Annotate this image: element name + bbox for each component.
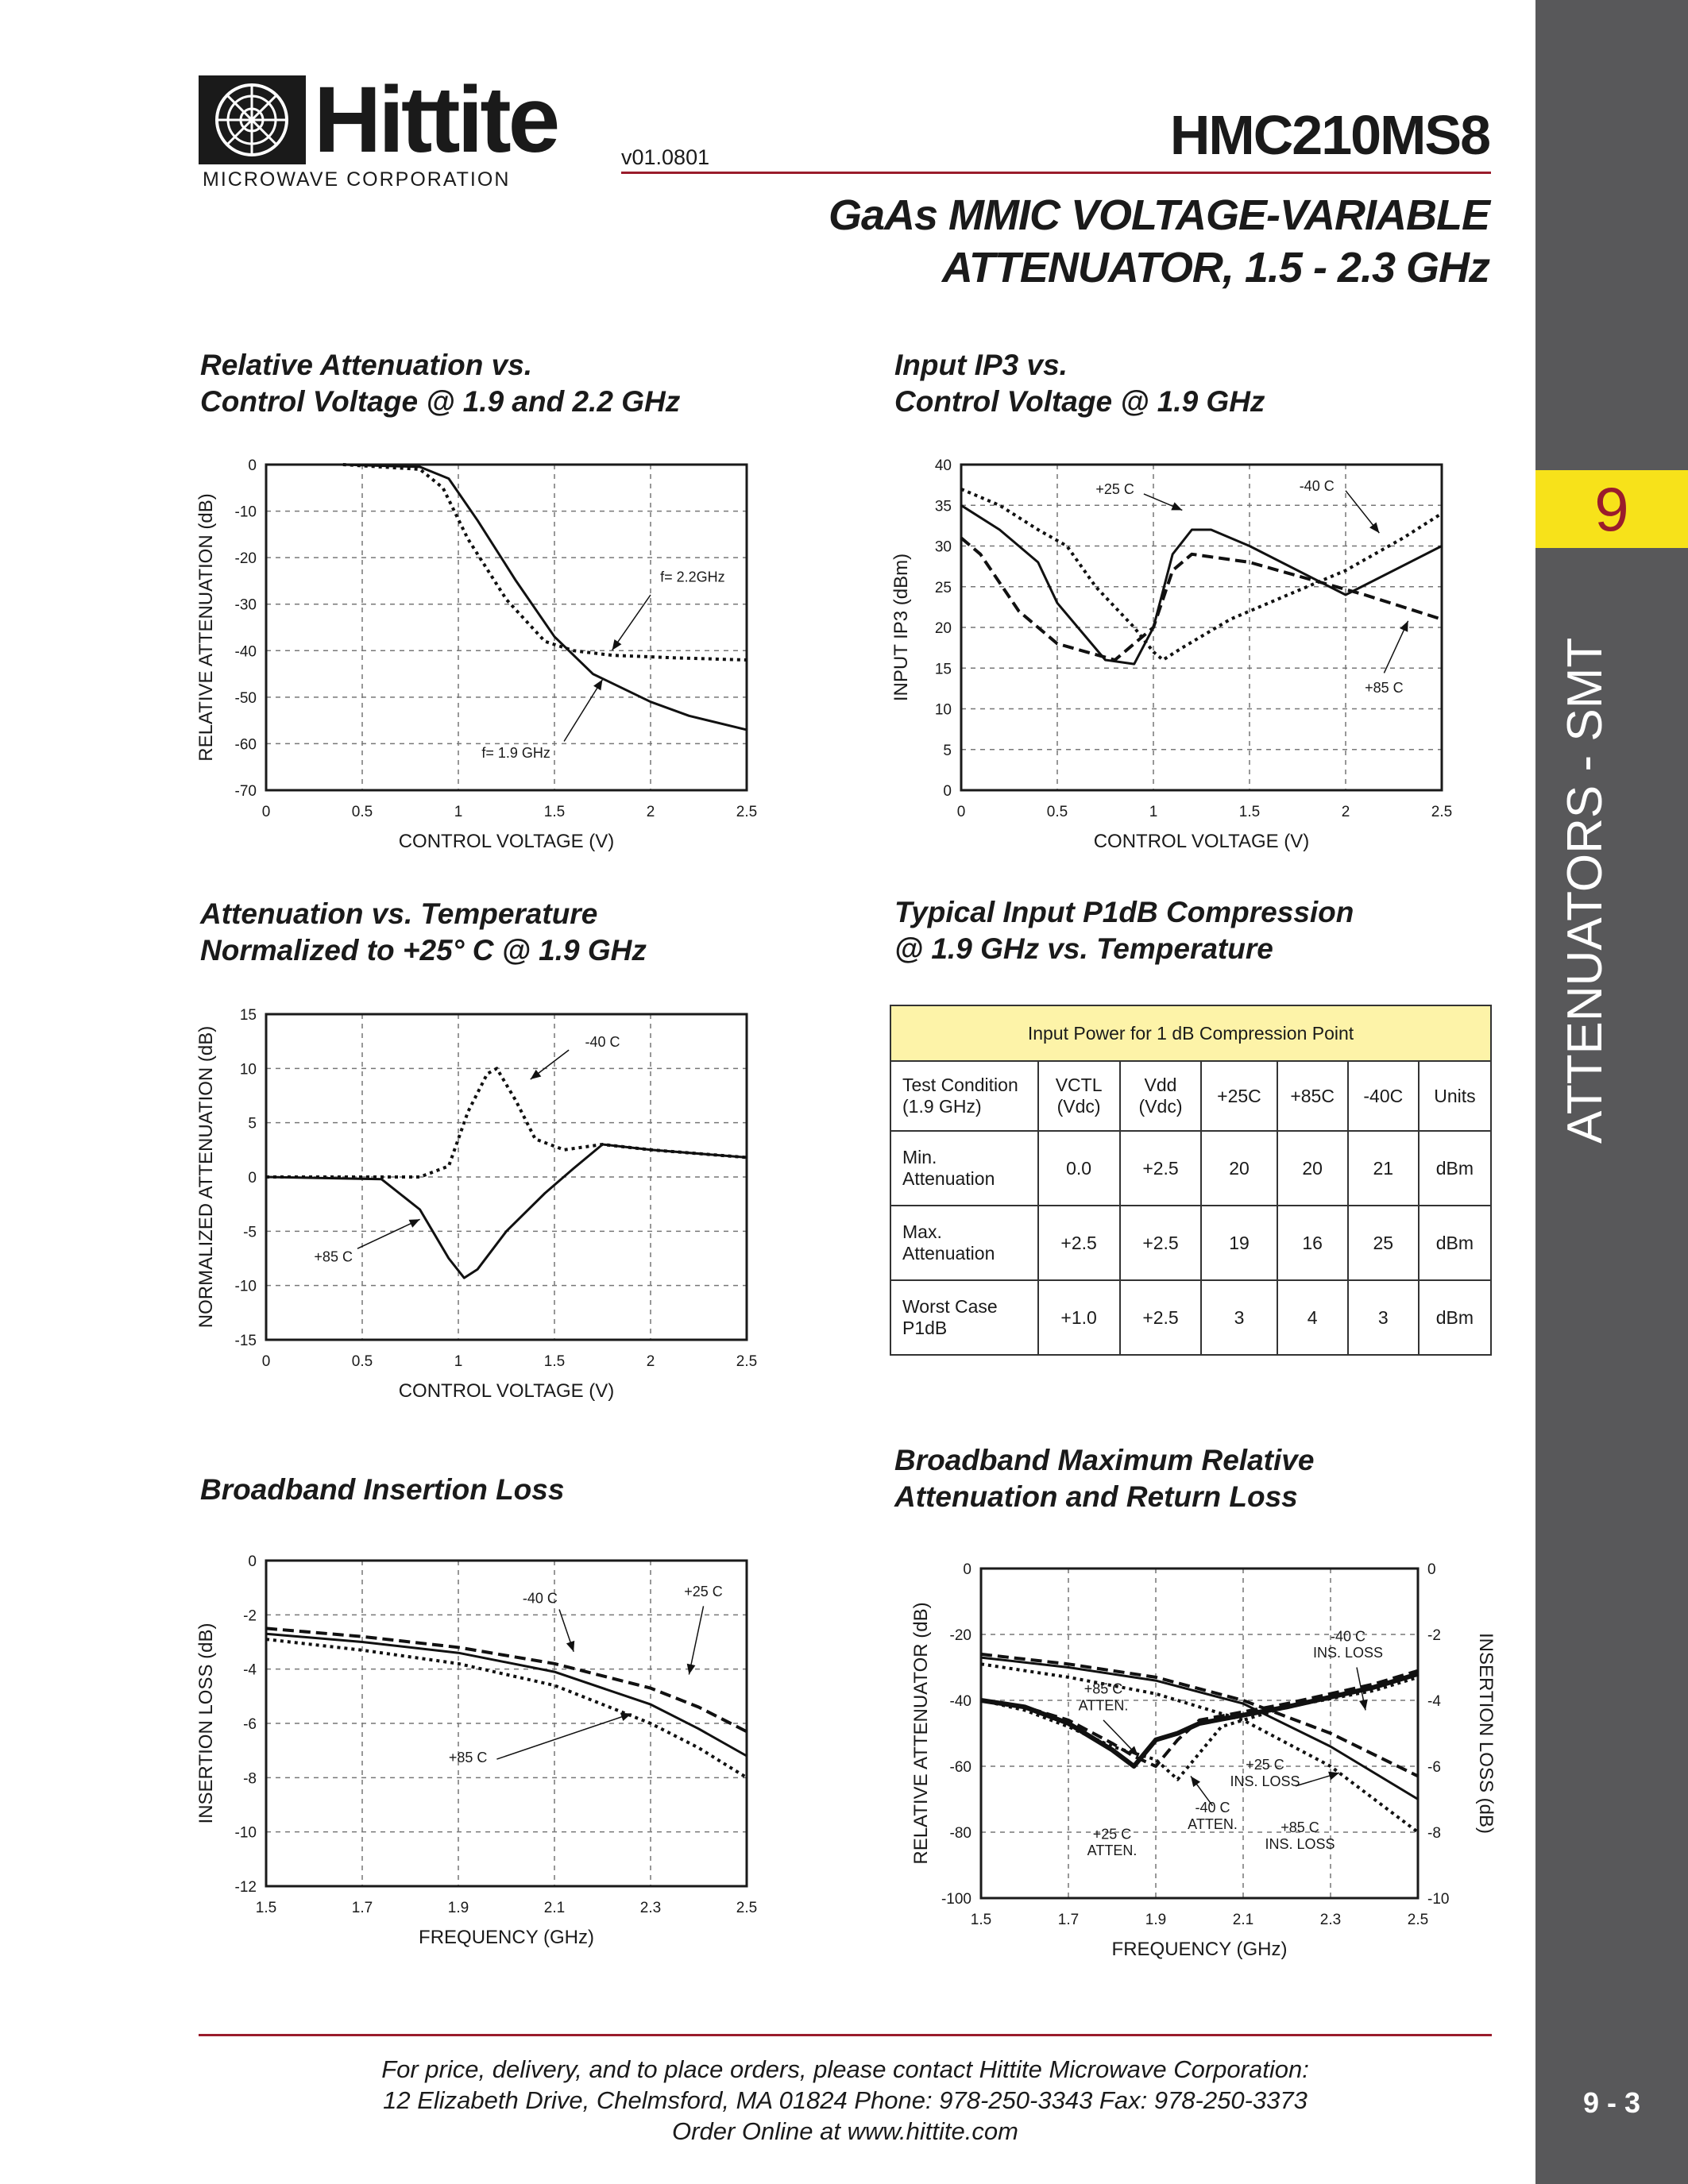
page-title-line1: GaAs MMIC VOLTAGE-VARIABLE bbox=[828, 191, 1489, 239]
footer-divider bbox=[199, 2034, 1492, 2036]
header-25c: +25C bbox=[1201, 1061, 1277, 1131]
x-tick-label: 2 bbox=[646, 804, 655, 820]
graph4-title bbox=[894, 894, 1354, 967]
annotation-arrowhead bbox=[1369, 523, 1379, 533]
y-tick-label: -60 bbox=[949, 1759, 971, 1776]
version-label: v01.0801 bbox=[621, 145, 710, 169]
cell-condition-line2: Attenuation bbox=[902, 1168, 995, 1189]
header-vdd-line2: (Vdc) bbox=[1138, 1096, 1183, 1117]
header-test-condition-line2: (1.9 GHz) bbox=[902, 1096, 982, 1117]
x-tick-label: 0 bbox=[261, 804, 271, 820]
cell-condition-line1: Max. bbox=[902, 1221, 942, 1242]
annotation-label: -40 C bbox=[1330, 1628, 1366, 1645]
y-tick-label: -10 bbox=[234, 504, 257, 521]
graph5-title-line1: Broadband Insertion Loss bbox=[200, 1473, 565, 1506]
annotation-label: ATTEN. bbox=[1078, 1697, 1129, 1714]
annotation-arrowhead bbox=[612, 639, 622, 650]
x-tick-label: 2.5 bbox=[1407, 1912, 1429, 1928]
x-tick-label: 0.5 bbox=[351, 1353, 373, 1370]
x-tick-label: 2.1 bbox=[543, 1900, 566, 1916]
logo-wordmark: Hittite bbox=[314, 68, 558, 172]
annotation-leader bbox=[689, 1606, 703, 1674]
y-tick-label: -30 bbox=[234, 596, 257, 614]
annotation-leader bbox=[564, 680, 602, 742]
y-tick-label: -40 bbox=[949, 1693, 971, 1710]
annotation-label: +25 C bbox=[1246, 1757, 1284, 1773]
annotation-label: -40 C bbox=[1299, 477, 1335, 494]
y-tick-label: 15 bbox=[239, 1007, 257, 1024]
y-axis-label: INPUT IP3 (dBm) bbox=[890, 553, 912, 702]
y-tick-label: -10 bbox=[234, 1278, 257, 1295]
p1db-table bbox=[890, 1005, 1492, 1356]
annotation-label: +85 C bbox=[448, 1750, 488, 1766]
y-tick-label: 0 bbox=[248, 1170, 257, 1187]
chart-attenuation-vs-temperature bbox=[183, 994, 786, 1415]
x-tick-label: 0.5 bbox=[1046, 804, 1068, 820]
x-tick-label: 2.3 bbox=[1319, 1912, 1342, 1928]
x-axis-label: CONTROL VOLTAGE (V) bbox=[398, 831, 615, 852]
cell-vdd: +2.5 bbox=[1120, 1131, 1202, 1206]
annotation-label: f= 2.2GHz bbox=[660, 569, 725, 585]
x-tick-label: 0 bbox=[956, 804, 966, 820]
annotation-label: -40 C bbox=[1195, 1800, 1230, 1816]
cell-vctl: 0.0 bbox=[1038, 1131, 1120, 1206]
annotation-label: +85 C bbox=[1280, 1819, 1319, 1835]
y-tick-label: 0 bbox=[248, 457, 257, 474]
annotation-arrowhead bbox=[687, 1664, 696, 1675]
x-tick-label: 0.5 bbox=[351, 804, 373, 820]
y-tick-label: 5 bbox=[943, 742, 952, 759]
x-tick-label: 1 bbox=[454, 804, 463, 820]
y-tick-label: 40 bbox=[934, 457, 952, 474]
graph1-title-line1: Relative Attenuation vs. bbox=[200, 349, 533, 381]
header-85c: +85C bbox=[1277, 1061, 1348, 1131]
cell-85c: 16 bbox=[1277, 1206, 1348, 1280]
part-number: HMC210MS8 bbox=[1169, 104, 1489, 166]
cell-25c: 20 bbox=[1201, 1131, 1277, 1206]
annotation-arrowhead bbox=[1191, 1776, 1200, 1787]
y-axis-label: NORMALIZED ATTENUATION (dB) bbox=[195, 1025, 217, 1329]
header-units: Units bbox=[1419, 1061, 1491, 1131]
y-axis-label: RELATIVE ATTENUATOR (dB) bbox=[910, 1602, 932, 1865]
y-tick-label: -60 bbox=[234, 736, 257, 754]
cell-25c: 3 bbox=[1201, 1280, 1277, 1355]
y-tick-label: 35 bbox=[934, 498, 952, 515]
table-caption: Input Power for 1 dB Compression Point bbox=[890, 1005, 1491, 1061]
y2-tick-label: -2 bbox=[1427, 1627, 1441, 1644]
chart-broadband-max-attenuation bbox=[878, 1549, 1529, 1970]
series-line--85-c-atten- bbox=[981, 1671, 1418, 1766]
y2-axis-label: INSERTION LOSS (dB) bbox=[1475, 1633, 1497, 1834]
x-tick-label: 1.9 bbox=[1145, 1912, 1167, 1928]
x-tick-label: 2.5 bbox=[736, 804, 758, 820]
graph4-title-line1: Typical Input P1dB Compression bbox=[894, 896, 1354, 928]
section-name: ATTENUATORS - SMT bbox=[1558, 637, 1613, 1144]
annotation-arrowhead bbox=[531, 1070, 542, 1079]
header-vdd bbox=[1120, 1061, 1202, 1131]
annotation-leader bbox=[357, 1219, 420, 1248]
cell-25c: 19 bbox=[1201, 1206, 1277, 1280]
series-line--25-c bbox=[266, 1634, 747, 1756]
chapter-number: 9 bbox=[1594, 474, 1629, 544]
y-tick-label: -12 bbox=[234, 1879, 257, 1896]
graph3-title bbox=[200, 896, 647, 969]
y-tick-label: 10 bbox=[239, 1061, 257, 1078]
y-tick-label: 5 bbox=[248, 1115, 257, 1133]
y-tick-label: -8 bbox=[243, 1770, 257, 1788]
annotation-label: +25 C bbox=[684, 1584, 723, 1600]
cell-condition-line2: Attenuation bbox=[902, 1243, 995, 1264]
y-tick-label: -70 bbox=[234, 783, 257, 800]
header-divider bbox=[621, 172, 1491, 174]
y-tick-label: -4 bbox=[243, 1661, 257, 1679]
x-tick-label: 2.3 bbox=[639, 1900, 662, 1916]
header-vctl-line1: VCTL bbox=[1055, 1075, 1103, 1095]
y-tick-label: -40 bbox=[234, 643, 257, 661]
annotation-arrowhead bbox=[593, 680, 602, 691]
annotation-label: +25 C bbox=[1095, 480, 1134, 497]
annotation-label: f= 1.9 GHz bbox=[481, 745, 550, 761]
x-axis-label: CONTROL VOLTAGE (V) bbox=[1093, 831, 1310, 852]
x-tick-label: 1.7 bbox=[1057, 1912, 1080, 1928]
cell-condition bbox=[890, 1280, 1038, 1355]
y-axis-label: RELATIVE ATTENUATION (dB) bbox=[195, 493, 217, 762]
x-tick-label: 1 bbox=[1149, 804, 1158, 820]
series-line-f-1-9-ghz bbox=[343, 465, 747, 730]
y-tick-label: -50 bbox=[234, 689, 257, 707]
x-tick-label: 2.1 bbox=[1232, 1912, 1254, 1928]
table-caption-row bbox=[890, 1005, 1491, 1061]
series-line--40-c bbox=[961, 489, 1442, 660]
graph6-title-line2: Attenuation and Return Loss bbox=[894, 1480, 1298, 1513]
header-vdd-line1: Vdd bbox=[1144, 1075, 1177, 1095]
x-tick-label: 2.5 bbox=[736, 1353, 758, 1370]
annotation-arrowhead bbox=[566, 1641, 574, 1652]
table-row bbox=[890, 1280, 1491, 1355]
header-vctl bbox=[1038, 1061, 1120, 1131]
cell-condition-line1: Worst Case bbox=[902, 1296, 998, 1317]
y2-tick-label: -8 bbox=[1427, 1825, 1441, 1842]
graph4-title-line2: @ 1.9 GHz vs. Temperature bbox=[894, 932, 1273, 965]
x-tick-label: 1.5 bbox=[970, 1912, 992, 1928]
y-tick-label: -2 bbox=[243, 1607, 257, 1625]
series-line--25-c-ins-loss bbox=[981, 1657, 1418, 1799]
cell-vctl: +1.0 bbox=[1038, 1280, 1120, 1355]
annotation-label: INS. LOSS bbox=[1312, 1645, 1384, 1661]
y2-tick-label: -6 bbox=[1427, 1759, 1441, 1776]
y-tick-label: 25 bbox=[934, 579, 952, 596]
y-tick-label: -100 bbox=[941, 1891, 971, 1908]
series-line--25-c bbox=[961, 505, 1442, 664]
chart-broadband-insertion-loss bbox=[183, 1541, 786, 1962]
logo-subtitle: MICROWAVE CORPORATION bbox=[203, 168, 511, 191]
x-tick-label: 2.5 bbox=[736, 1900, 758, 1916]
cell-condition-line1: Min. bbox=[902, 1147, 937, 1167]
cell-units: dBm bbox=[1419, 1280, 1491, 1355]
cell-m40c: 21 bbox=[1348, 1131, 1419, 1206]
x-tick-label: 1.7 bbox=[351, 1900, 373, 1916]
footer-order-online: Order Online at www.hittite.com bbox=[672, 2117, 1018, 2145]
annotation-leader bbox=[496, 1714, 631, 1759]
graph2-title bbox=[894, 347, 1265, 420]
cell-condition bbox=[890, 1206, 1038, 1280]
graph5-title bbox=[200, 1472, 564, 1508]
y-tick-label: 20 bbox=[934, 620, 952, 637]
series-line-f-2-2ghz bbox=[343, 465, 747, 660]
y-tick-label: -5 bbox=[243, 1224, 257, 1241]
header-test-condition-line1: Test Condition bbox=[902, 1075, 1018, 1095]
page-title-line2: ATTENUATOR, 1.5 - 2.3 GHz bbox=[941, 244, 1489, 291]
graph1-title-line2: Control Voltage @ 1.9 and 2.2 GHz bbox=[200, 385, 681, 418]
x-tick-label: 1.5 bbox=[255, 1900, 277, 1916]
x-axis-label: FREQUENCY (GHz) bbox=[419, 1927, 594, 1948]
y-tick-label: -20 bbox=[949, 1627, 971, 1644]
page-number: 9 - 3 bbox=[1582, 2086, 1641, 2119]
annotation-arrowhead bbox=[620, 1713, 632, 1721]
graph6-title-line1: Broadband Maximum Relative bbox=[894, 1444, 1315, 1476]
x-tick-label: 2 bbox=[1341, 804, 1350, 820]
y-tick-label: -80 bbox=[949, 1825, 971, 1842]
chart-input-ip3 bbox=[878, 445, 1481, 866]
annotation-arrowhead bbox=[1328, 1772, 1339, 1780]
cell-85c: 4 bbox=[1277, 1280, 1348, 1355]
cell-vctl: +2.5 bbox=[1038, 1206, 1120, 1280]
header-m40c: -40C bbox=[1348, 1061, 1419, 1131]
header-vctl-line2: (Vdc) bbox=[1056, 1096, 1101, 1117]
annotation-label: +85 C bbox=[1083, 1680, 1123, 1697]
annotation-label: -40 C bbox=[522, 1590, 558, 1607]
annotation-label: ATTEN. bbox=[1087, 1843, 1138, 1859]
annotation-arrowhead bbox=[1359, 1700, 1368, 1711]
annotation-label: +85 C bbox=[314, 1248, 353, 1265]
x-tick-label: 1.5 bbox=[543, 804, 566, 820]
y-axis-label: INSERTION LOSS (dB) bbox=[195, 1623, 217, 1824]
y2-tick-label: 0 bbox=[1427, 1561, 1436, 1578]
y-tick-label: 0 bbox=[248, 1553, 257, 1570]
x-axis-label: CONTROL VOLTAGE (V) bbox=[398, 1380, 615, 1402]
x-tick-label: 0 bbox=[261, 1353, 271, 1370]
y-tick-label: 0 bbox=[963, 1561, 971, 1578]
x-tick-label: 1.5 bbox=[1238, 804, 1261, 820]
footer-address: 12 Elizabeth Drive, Chelmsford, MA 01824 Phone: 978-250-3343 Fax: 978-250-3373 bbox=[383, 2086, 1308, 2114]
x-tick-label: 1 bbox=[454, 1353, 463, 1370]
logo-emblem-icon bbox=[199, 75, 306, 164]
table-row bbox=[890, 1131, 1491, 1206]
annotation-label: INS. LOSS bbox=[1265, 1835, 1335, 1852]
cell-condition bbox=[890, 1131, 1038, 1206]
y-tick-label: -20 bbox=[234, 550, 257, 568]
graph3-title-line1: Attenuation vs. Temperature bbox=[200, 897, 598, 930]
cell-85c: 20 bbox=[1277, 1131, 1348, 1206]
header-test-condition bbox=[890, 1061, 1038, 1131]
annotation-label: +85 C bbox=[1365, 680, 1404, 696]
graph2-title-line1: Input IP3 vs. bbox=[894, 349, 1068, 381]
cell-condition-line2: P1dB bbox=[902, 1318, 948, 1338]
y-tick-label: 0 bbox=[943, 783, 952, 800]
annotation-label: +25 C bbox=[1092, 1826, 1132, 1843]
graph6-title bbox=[894, 1442, 1314, 1515]
y-tick-label: 10 bbox=[934, 701, 952, 719]
y-tick-label: -6 bbox=[243, 1716, 257, 1733]
annotation-label: -40 C bbox=[585, 1034, 620, 1050]
cell-vdd: +2.5 bbox=[1120, 1280, 1202, 1355]
graph1-title bbox=[200, 347, 680, 420]
footer-contact: For price, delivery, and to place orders, please contact Hittite Microwave Corporation: bbox=[381, 2055, 1309, 2083]
x-axis-label: FREQUENCY (GHz) bbox=[1111, 1939, 1288, 1960]
table-row bbox=[890, 1206, 1491, 1280]
x-tick-label: 2.5 bbox=[1431, 804, 1453, 820]
y2-tick-label: -10 bbox=[1427, 1891, 1450, 1908]
graph2-title-line2: Control Voltage @ 1.9 GHz bbox=[894, 385, 1265, 418]
x-tick-label: 1.9 bbox=[447, 1900, 469, 1916]
plot-frame bbox=[981, 1569, 1418, 1898]
x-tick-label: 2 bbox=[646, 1353, 655, 1370]
cell-units: dBm bbox=[1419, 1206, 1491, 1280]
table-header-row bbox=[890, 1061, 1491, 1131]
y2-tick-label: -4 bbox=[1427, 1693, 1441, 1710]
y-tick-label: 15 bbox=[934, 661, 952, 678]
annotation-label: ATTEN. bbox=[1188, 1815, 1238, 1832]
series-line--85-c bbox=[266, 1639, 747, 1777]
y-tick-label: -15 bbox=[234, 1333, 257, 1349]
chart-relative-attenuation bbox=[183, 445, 786, 866]
cell-units: dBm bbox=[1419, 1131, 1491, 1206]
cell-m40c: 3 bbox=[1348, 1280, 1419, 1355]
cell-m40c: 25 bbox=[1348, 1206, 1419, 1280]
plot-frame bbox=[266, 465, 747, 790]
annotation-label: INS. LOSS bbox=[1230, 1773, 1300, 1789]
y-tick-label: -10 bbox=[234, 1824, 257, 1842]
cell-vdd: +2.5 bbox=[1120, 1206, 1202, 1280]
graph3-title-line2: Normalized to +25° C @ 1.9 GHz bbox=[200, 934, 647, 967]
x-tick-label: 1.5 bbox=[543, 1353, 566, 1370]
y-tick-label: 30 bbox=[934, 538, 952, 556]
